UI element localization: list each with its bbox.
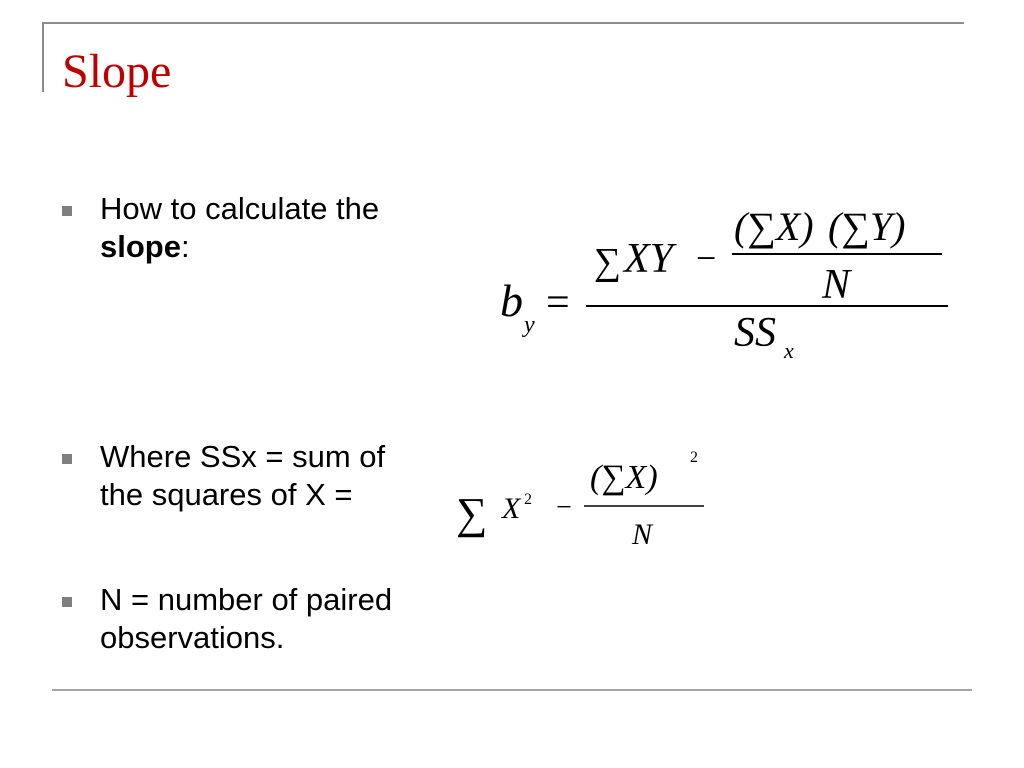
- formula-lhs-variable: b: [500, 275, 523, 326]
- formula-paren-sum-y: (∑Y): [828, 204, 906, 249]
- formula-inner-denominator: N: [822, 262, 851, 308]
- formula-lhs-subscript: y: [524, 312, 535, 338]
- bullet-text: [100, 438, 470, 514]
- bullet-text-line: N = number of paired: [100, 582, 393, 617]
- ssx-paren-exponent: 2: [690, 449, 698, 466]
- formula-paren-sum-x: (∑X): [734, 204, 814, 249]
- ssx-paren-sum-x: (∑X): [590, 459, 658, 496]
- bullet-punctuation: :: [180, 229, 190, 264]
- square-bullet-icon: [62, 206, 72, 216]
- formula-ss-subscript: x: [784, 338, 794, 363]
- square-bullet-icon: [62, 454, 72, 464]
- footer-rule: [52, 689, 972, 691]
- formula-equals: =: [546, 280, 570, 326]
- frame-top-rule: [42, 22, 964, 24]
- bullet-text-line: the squares of X =: [100, 477, 353, 512]
- ssx-denominator: N: [632, 518, 653, 551]
- bullet-text-line: Where SSx = sum of: [100, 439, 386, 474]
- ssx-x-variable: X: [502, 492, 521, 525]
- bullet-text-line: observations.: [100, 620, 285, 655]
- ssx-square-exponent: 2: [524, 491, 532, 508]
- slide-title: Slope: [62, 45, 172, 98]
- ssx-formula: [452, 444, 712, 554]
- square-bullet-icon: [62, 597, 72, 607]
- bullet-text: [100, 581, 470, 657]
- slope-formula: [490, 186, 960, 366]
- formula-sum-sign: ∑: [594, 241, 622, 283]
- ssx-sum-sign: ∑: [456, 489, 488, 538]
- formula-xy-term: XY: [624, 236, 674, 282]
- bullet-bold-term: slope: [100, 229, 181, 264]
- bullet-text-line: How to calculate the: [100, 191, 380, 226]
- formula-minus: −: [696, 238, 717, 278]
- ssx-minus: −: [556, 492, 572, 523]
- frame-left-rule: [42, 22, 44, 92]
- formula-ss-term: SS: [734, 310, 776, 356]
- bullet-text: [100, 190, 470, 266]
